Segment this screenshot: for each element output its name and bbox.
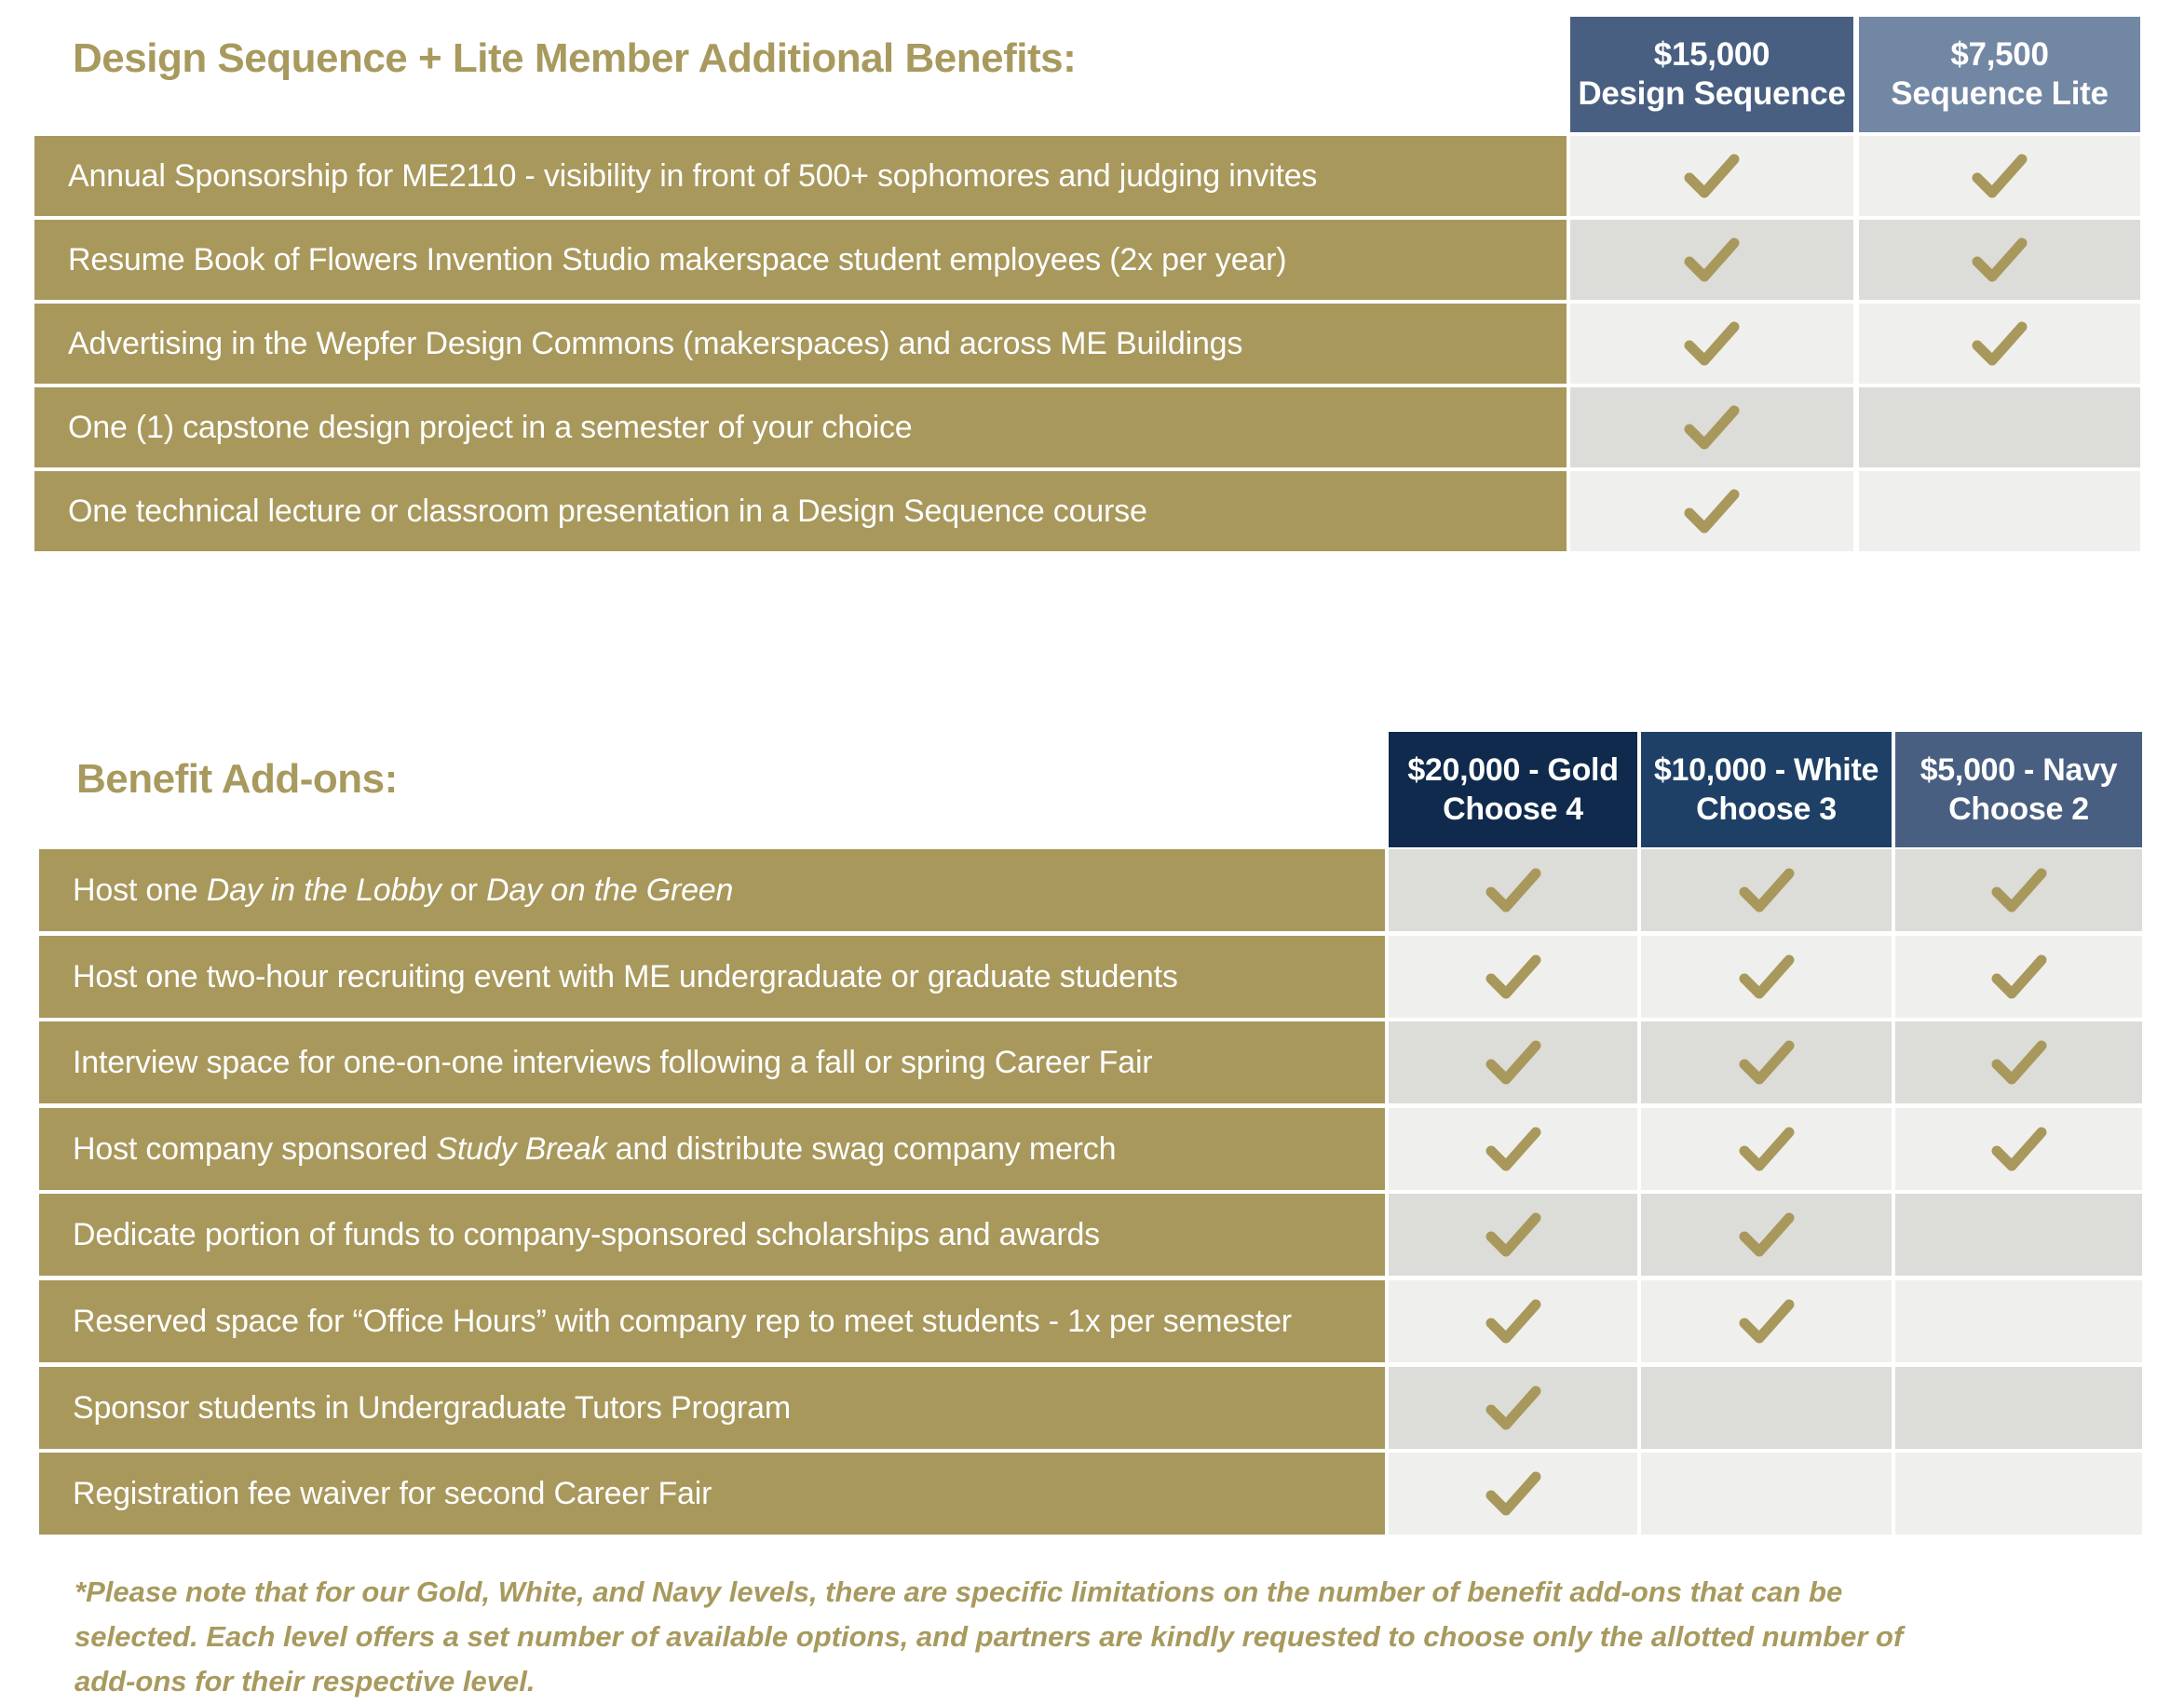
- checkmark-icon: [1991, 862, 2047, 918]
- table-row-label: [39, 1021, 1385, 1103]
- table-cell: [1570, 471, 1853, 551]
- table-cell: [1641, 936, 1892, 1018]
- column-name: Choose 2: [1948, 791, 2089, 827]
- label-part: Reserved space for “Office Hours” with company rep to meet students - 1x per semester: [73, 1303, 1292, 1339]
- table-row-label: [39, 1194, 1385, 1276]
- checkmark-icon: [1739, 1121, 1795, 1177]
- table-row-label: Annual Sponsorship for ME2110 - visibility in front of 500+ sophomores and judging invites: [34, 136, 1567, 216]
- table-cell: [1895, 849, 2142, 931]
- table-cell: [1859, 387, 2140, 467]
- checkmark-icon: [1739, 862, 1795, 918]
- table-row-label: [39, 849, 1385, 931]
- table-row-label: Advertising in the Wepfer Design Commons (makerspaces) and across ME Buildings: [34, 304, 1567, 384]
- table-cell: [1641, 1021, 1892, 1103]
- label-part: Day in the Lobby: [206, 872, 441, 908]
- table-cell: [1859, 136, 2140, 216]
- label-part: Dedicate portion of funds to company-sponsored scholarships and awards: [73, 1216, 1100, 1252]
- column-header: [1570, 17, 1853, 132]
- table-cell: [1389, 1108, 1637, 1190]
- table-row-label: [39, 1367, 1385, 1449]
- table-cell: [1641, 1194, 1892, 1276]
- column-name: Design Sequence: [1578, 75, 1846, 112]
- table-cell: [1641, 849, 1892, 931]
- checkmark-icon: [1485, 1207, 1541, 1263]
- table-cell: [1895, 1280, 2142, 1362]
- table-cell: [1859, 304, 2140, 384]
- label-part: Interview space for one-on-one interviews following a fall or spring Career Fair: [73, 1044, 1153, 1080]
- column-price: $20,000 - Gold: [1407, 752, 1619, 788]
- checkmark-icon: [1739, 1293, 1795, 1349]
- checkmark-icon: [1485, 1380, 1541, 1436]
- section1-title: Design Sequence + Lite Member Additional Benefits:: [73, 35, 1077, 81]
- table-row-label: [39, 936, 1385, 1018]
- column-price: $15,000: [1653, 36, 1770, 73]
- table-cell: [1641, 1280, 1892, 1362]
- checkmark-icon: [1972, 316, 2028, 372]
- table-cell: [1570, 136, 1853, 216]
- label-part: Registration fee waiver for second Career Fair: [73, 1475, 712, 1511]
- table-row-label: Resume Book of Flowers Invention Studio makerspace student employees (2x per year): [34, 220, 1567, 300]
- table-cell: [1389, 1021, 1637, 1103]
- table-cell: [1389, 1280, 1637, 1362]
- table-cell: [1859, 471, 2140, 551]
- label-part: Study Break: [436, 1130, 607, 1167]
- checkmark-icon: [1485, 949, 1541, 1005]
- table-cell: [1570, 304, 1853, 384]
- table-cell: [1895, 1453, 2142, 1535]
- table-row-label: [39, 1280, 1385, 1362]
- checkmark-icon: [1991, 949, 2047, 1005]
- column-price: $7,500: [1950, 36, 2049, 73]
- table-cell: [1895, 1367, 2142, 1449]
- checkmark-icon: [1485, 1466, 1541, 1521]
- column-name: Choose 4: [1443, 791, 1583, 827]
- table-cell: [1570, 387, 1853, 467]
- checkmark-icon: [1991, 1035, 2047, 1090]
- table-cell: [1895, 1021, 2142, 1103]
- table-cell: [1389, 1367, 1637, 1449]
- column-header: [1389, 732, 1637, 847]
- checkmark-icon: [1684, 316, 1740, 372]
- table-cell: [1389, 849, 1637, 931]
- checkmark-icon: [1485, 862, 1541, 918]
- column-header: [1641, 732, 1892, 847]
- table-cell: [1895, 936, 2142, 1018]
- table-cell: [1389, 936, 1637, 1018]
- table-cell: [1570, 220, 1853, 300]
- column-header: [1859, 17, 2140, 132]
- checkmark-icon: [1684, 483, 1740, 539]
- checkmark-icon: [1485, 1121, 1541, 1177]
- label-part: Host one: [73, 872, 207, 908]
- table-cell: [1389, 1453, 1637, 1535]
- checkmark-icon: [1972, 148, 2028, 204]
- checkmark-icon: [1739, 1035, 1795, 1090]
- column-header: [1895, 732, 2142, 847]
- label-part: or: [441, 872, 487, 908]
- footnote: *Please note that for our Gold, White, and Navy levels, there are specific limitations on the number of benefit add-ons that can be selected. Each level offers a set number of available options, and partners are kindly requested to choose only the allotted number of add-ons for their respective level.: [75, 1576, 1904, 1697]
- checkmark-icon: [1739, 1207, 1795, 1263]
- table-cell: [1895, 1108, 2142, 1190]
- column-name: Choose 3: [1696, 791, 1837, 827]
- checkmark-icon: [1684, 232, 1740, 288]
- label-part: and distribute swag company merch: [606, 1130, 1117, 1167]
- column-price: $10,000 - White: [1653, 752, 1879, 788]
- checkmark-icon: [1991, 1121, 2047, 1177]
- table-cell: [1641, 1367, 1892, 1449]
- section2-title: Benefit Add-ons:: [76, 756, 398, 802]
- table-cell: [1389, 1194, 1637, 1276]
- table-row-label: One (1) capstone design project in a semester of your choice: [34, 387, 1567, 467]
- label-part: Host one two-hour recruiting event with ME undergraduate or graduate students: [73, 958, 1178, 994]
- checkmark-icon: [1684, 399, 1740, 455]
- column-name: Sequence Lite: [1891, 75, 2109, 112]
- table-row-label: [39, 1108, 1385, 1190]
- label-part: Day on the Green: [486, 872, 734, 908]
- table-cell: [1859, 220, 2140, 300]
- checkmark-icon: [1684, 148, 1740, 204]
- checkmark-icon: [1972, 232, 2028, 288]
- table-row-label: [39, 1453, 1385, 1535]
- checkmark-icon: [1739, 949, 1795, 1005]
- label-part: Sponsor students in Undergraduate Tutors Program: [73, 1389, 791, 1426]
- table-cell: [1641, 1108, 1892, 1190]
- checkmark-icon: [1485, 1293, 1541, 1349]
- column-price: $5,000 - Navy: [1919, 752, 2118, 788]
- checkmark-icon: [1485, 1035, 1541, 1090]
- table-cell: [1895, 1194, 2142, 1276]
- table-cell: [1641, 1453, 1892, 1535]
- label-part: Host company sponsored: [73, 1130, 437, 1167]
- table-row-label: One technical lecture or classroom presentation in a Design Sequence course: [34, 471, 1567, 551]
